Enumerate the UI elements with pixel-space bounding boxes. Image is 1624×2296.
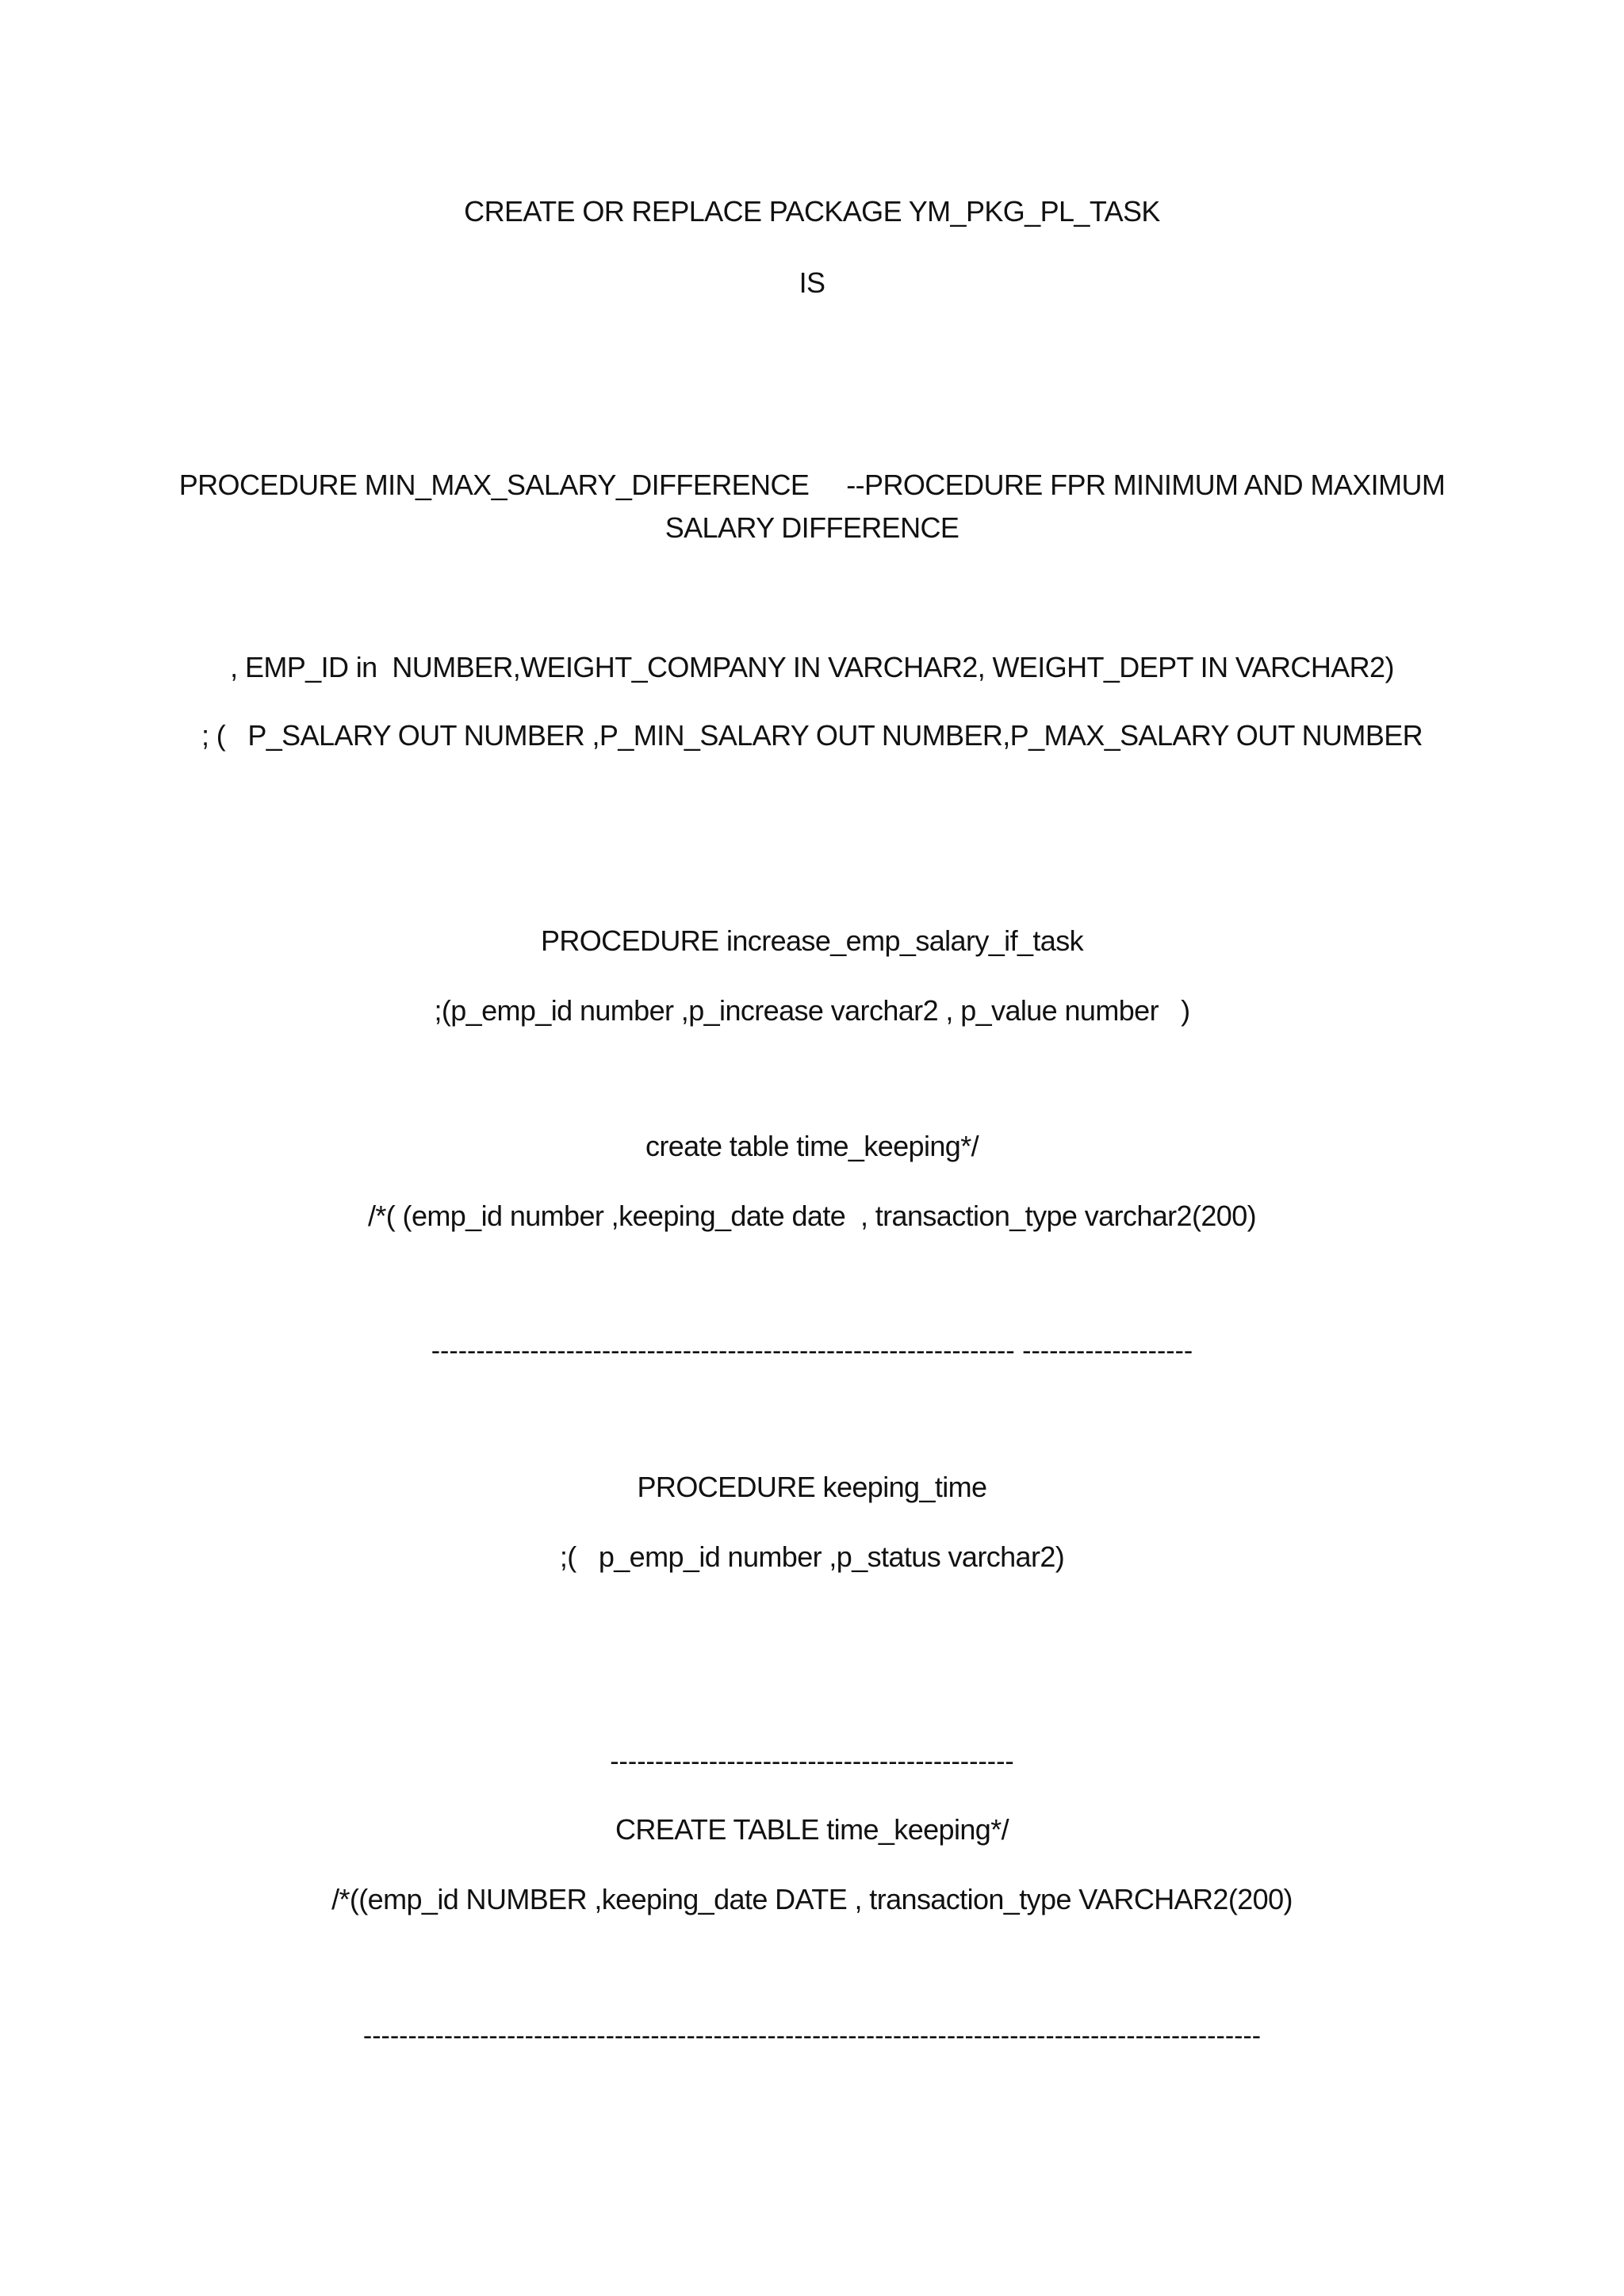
create-table-comment-line: create table time_keeping*/ (645, 1130, 979, 1162)
procedure-increase-line: PROCEDURE increase_emp_salary_if_task (540, 924, 1084, 957)
procedure-increase-params-line: ;(p_emp_id number ,p_increase varchar2 , p_value number ) (434, 994, 1190, 1027)
procedure-keeping-time-line: PROCEDURE keeping_time (637, 1471, 987, 1503)
params-line-1: , EMP_ID in NUMBER,WEIGHT_COMPANY IN VARCHAR2, WEIGHT_DEPT IN VARCHAR2) (230, 651, 1394, 683)
separator-line-3: ---------------------------------------------------------------------------------------------------- (362, 2021, 1262, 2051)
procedure-min-max-line: PROCEDURE MIN_MAX_SALARY_DIFFERENCE --PROCEDURE FPR MINIMUM AND MAXIMUM (178, 469, 1446, 501)
separator-line-2: --------------------------------------------- (610, 1747, 1014, 1777)
params-line-2: ; ( P_SALARY OUT NUMBER ,P_MIN_SALARY OUT NUMBER,P_MAX_SALARY OUT NUMBER (201, 719, 1423, 752)
is-keyword-line: IS (799, 266, 825, 299)
procedure-min-max-comment-line: SALARY DIFFERENCE (665, 511, 959, 544)
procedure-keeping-time-params-line: ;( p_emp_id number ,p_status varchar2) (559, 1540, 1065, 1573)
create-table-columns-line: /*( (emp_id number ,keeping_date date , transaction_type varchar2(200) (367, 1200, 1257, 1232)
create-table-upper-line: CREATE TABLE time_keeping*/ (615, 1813, 1009, 1846)
package-header-line: CREATE OR REPLACE PACKAGE YM_PKG_PL_TASK (464, 195, 1160, 228)
create-table-upper-columns-line: /*((emp_id NUMBER ,keeping_date DATE , transaction_type VARCHAR2(200) (331, 1883, 1293, 1915)
separator-line-1: ----------------------------------------------------------------- ------------------- (431, 1336, 1193, 1366)
